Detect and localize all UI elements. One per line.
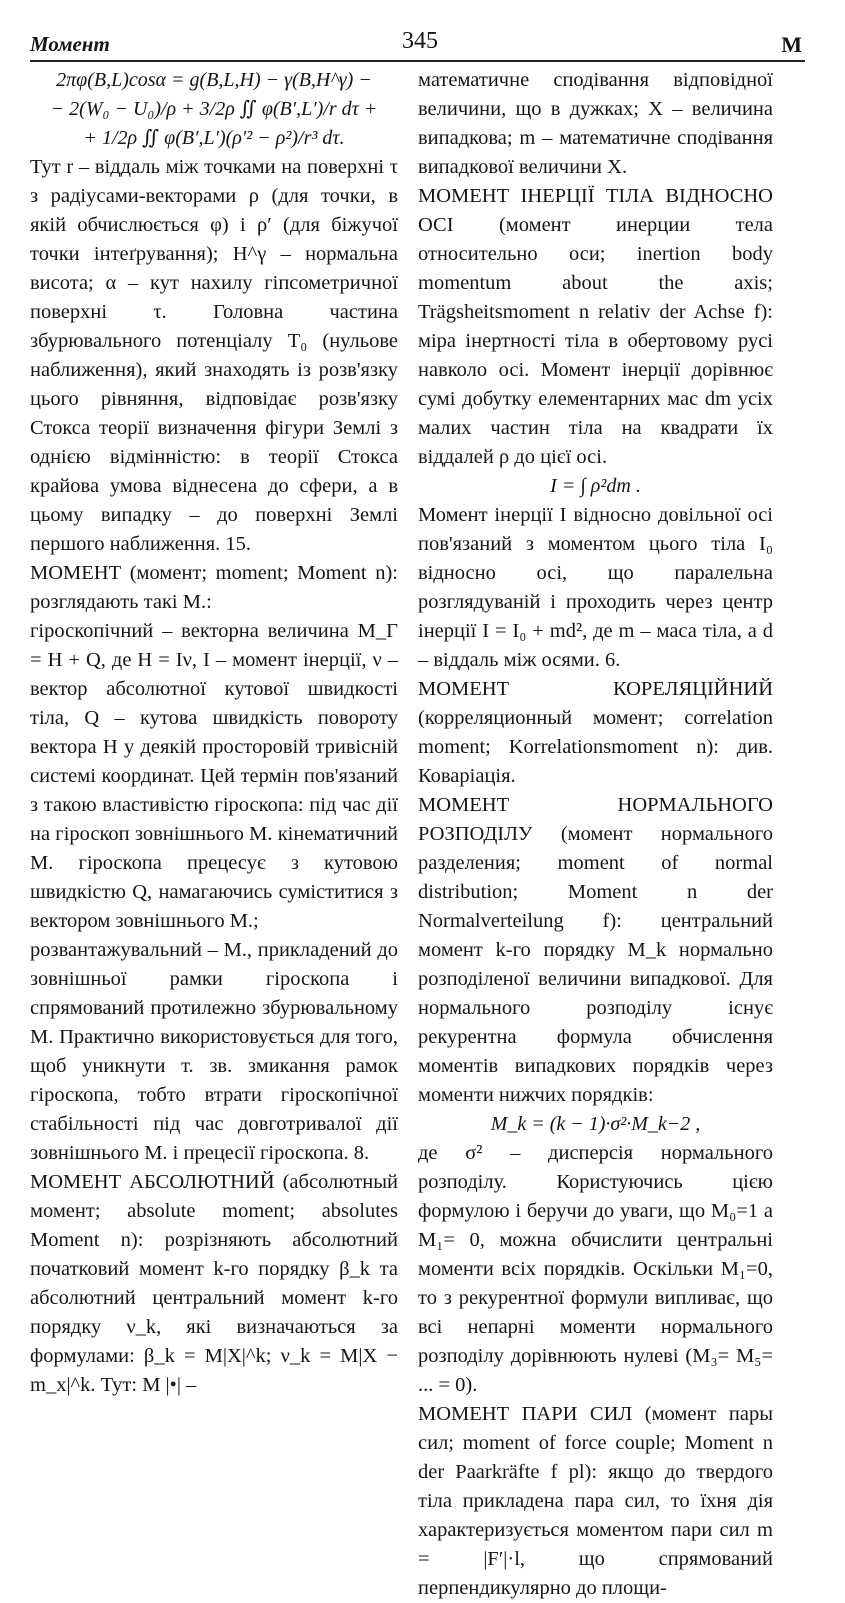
formula: I = ∫ ρ²dm . — [550, 475, 641, 497]
right-column — [418, 66, 773, 1603]
entry-force-couple-moment: МОМЕНТ ПАРИ СИЛ (момент пары сил; moment of force couple; Moment n der Paarkräfte f pl): якщо до твердого тіла прикладена пара сил, то їхня дія характеризується моментом пари сил m = |F′|·l, що спрямований перпендикулярно до площи- — [418, 1403, 773, 1599]
entry-correlation-moment: МОМЕНТ КОРЕЛЯЦІЙНИЙ (корреляционный момент; correlation moment; Korrelationsmoment n): див. Коваріація. — [418, 678, 773, 787]
left-column — [30, 66, 398, 1400]
header-rule — [30, 60, 805, 62]
formula: − 2(W₀ − U₀)/ρ + 3/2ρ ∬ φ(B′,L′)/r dτ + — [50, 98, 378, 120]
entry-normal-distribution-moment: МОМЕНТ НОРМАЛЬНОГО РОЗПОДІЛУ (момент нормального разделения; moment of normal distribution; Moment n der Normalverteilung f): центральний момент k-го порядку M_k нормально розподіленої величини випадкової. Для нормального розподілу існує рекурентна формула обчислення моментів випадкових порядків через моменти нижчих порядків: — [418, 794, 773, 1106]
paragraph: де σ² – дисперсія нормального розподілу. Користуючись цією формулою і беручи до уваги, що M₀=1 а M₁= 0, можна обчислити центральні моменти всіх порядків. Оскільки M₁=0, то з рекурентної формули випливає, що всі непарні моменти нормального розподілу дорівнюють нулеві (M₃= M₅= ... = 0). — [418, 1142, 773, 1396]
header-entry-word: Момент — [30, 32, 110, 56]
entry-absolute-moment: МОМЕНТ АБСОЛЮТНИЙ (абсолютный момент; absolute moment; absolutes Moment n): розрізняють абсолютний початковий момент k-го порядку β_k та абсолютний центральний момент k-го порядку ν_k, які визначаються за формулами: β_k = M|X|^k; ν_k = M|X − m_x|^k. Тут: M |•| – — [30, 1171, 398, 1396]
subentry-unloading: розвантажувальний – М., прикладений до зовнішньої рамки гіроскопа і спрямований протилежно збурювальному М. Практично використовується для того, щоб уникнути т. зв. змикання рамок гіроскопа, тобто втрати гіроскопічної стабільності під час довготривалої дії зовнішнього М. і прецесії гіроскопа. 8. — [30, 939, 398, 1164]
page-number: 345 — [402, 28, 438, 54]
formula: 2πφ(B,L)cosα = g(B,L,H) − γ(B,H^γ) − — [56, 69, 372, 91]
formula: M_k = (k − 1)·σ²·M_k−2 , — [490, 1113, 701, 1135]
paragraph: математичне сподівання відповідної величини, що в дужках; X – величина випадкова; m – математичне сподівання випадкової величини X. — [418, 69, 773, 178]
paragraph: Момент інерції I відносно довільної осі пов'язаний з моментом цього тіла I₀ відносно осі, що паралельна розглядуваній і проходить через центр інерції I = I₀ + md², де m – маса тіла, а d – віддаль між осями. 6. — [418, 504, 773, 671]
running-header — [0, 28, 845, 60]
formula: + 1/2ρ ∬ φ(B′,L′)(ρ′² − ρ²)/r³ dτ. — [83, 127, 345, 149]
entry-moment-of-inertia: МОМЕНТ ІНЕРЦІЇ ТІЛА ВІДНОСНО ОСІ (момент инерции тела относительно оси; inertion body momentum about the axis; Trägsheitsmoment n relativ der Achse f): міра інертності тіла в обертовому русі навколо осі. Момент інерції дорівнює сумі добутку елементарних мас dm усіх малих частин тіла на квадрати їх віддалей ρ до цієї осі. — [418, 185, 773, 468]
entry-moment: МОМЕНТ (момент; moment; Moment n): розглядають такі М.: — [30, 562, 398, 613]
header-letter: М — [781, 32, 802, 57]
paragraph: Тут r – віддаль між точками на поверхні τ з радіусами-векторами ρ (для точки, в якій обчислюється φ) і ρ′ (для біжучої точки інтеґрування); H^γ – нормальна висота; α – кут нахилу гіпсометричної поверхні τ. Головна частина збурювального потенціалу T₀ (нульове наближення), який знаходять із розв'язку цього рівняння, відповідає розв'язку Стокса теорії визначення фігури Землі з однією відмінністю: в теорії Стокса крайова умова віднесена до сфери, а в цьому випадку – до поверхні Землі першого наближення. 15. — [30, 156, 398, 555]
subentry-gyroscopic: гіроскопічний – векторна величина M_Г = H + Q, де H = Iν, I – момент інерції, ν – вектор абсолютної кутової швидкості тіла, Q – кутова швидкість повороту вектора H у деякій просторовій тривісній системі координат. Цей термін пов'язаний з такою властивістю гіроскопа: під час дії на гіроскоп зовнішнього М. кінематичний М. гіроскопа прецесує з кутовою швидкістю Q, намагаючись суміститися з вектором зовнішнього М.; — [30, 620, 398, 932]
